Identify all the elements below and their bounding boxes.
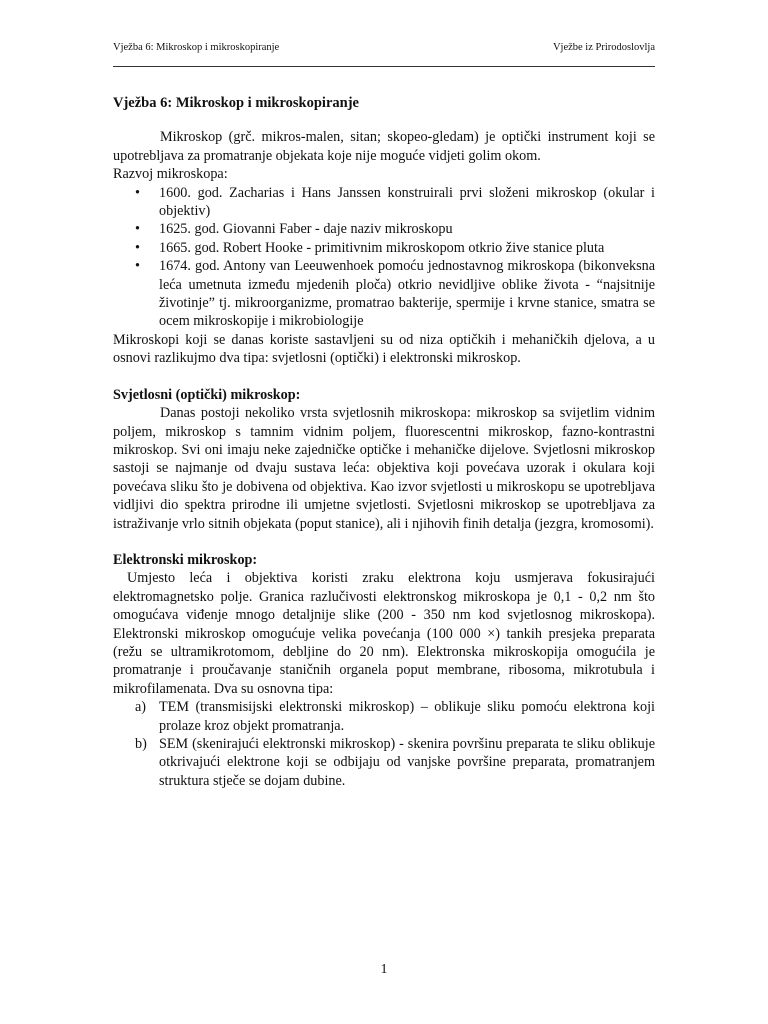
- history-label: Razvoj mikroskopa:: [113, 166, 228, 183]
- list-item: [113, 184, 655, 221]
- section-paragraph: Danas postoji nekoliko vrsta svjetlosnih mikroskopa: mikroskop sa svijetlim vidnim poljem, mikroskop s tamnim vidnim poljem, fluorescentni mikroskop, fazno-kontrastni mikroskop. Svi oni imaju neke zajedničke optičke i mehaničke dijelove. Svjetlosni mikroskop sastoji se najmanje od dvaju sustava leća: objektiva koji povećava uzorak i okulara koji povećava sliku što je dobivena od objektiva. Kao izvor svjetlosti u mikroskopu se upotrebljava vidljivi dio spektra prirodne ili umjetne svjetlosti. Svjetlosni mikroskop se upotrebljava za istraživanje vrlo sitnih objekata (poput stanice), ali i njihovih finih detalja (jezgra, kromosomi).: [113, 405, 655, 532]
- page-header: [113, 42, 655, 58]
- list-marker: b): [135, 736, 147, 752]
- list-item: [113, 220, 655, 238]
- history-item-text: 1600. god. Zacharias i Hans Janssen konstruirali prvi složeni mikroskop (okular i objektiv): [159, 184, 655, 220]
- list-item: [113, 735, 655, 790]
- list-item: [113, 698, 655, 735]
- section-heading: Svjetlosni (optički) mikroskop:: [113, 386, 301, 403]
- bullet-icon: •: [135, 184, 140, 201]
- header-right-text: Vježbe iz Prirodoslovlja: [552, 42, 655, 53]
- section-paragraph: Umjesto leća i objektiva koristi zraku elektrona koju usmjerava fokusirajući elektromagnetsko polje. Granica razlučivosti elektronskog mikroskopa je 0,1 - 0,2 nm što omogućava viđenje mnogo detaljnije slike (200 - 350 nm kod svjetlosnog mikroskopa). Elektronski mikroskop omogućuje velika povećanja (100 000 ×) tankih presjeka preparata (režu se ultramikrotomom, debljine do 20 nm). Elektronska mikroskopija omogućila je promatranje i proučavanje staničnih organela poput membrane, ribosoma, mikrotubula i mikrofilamenata. Dva su osnovna tipa:: [113, 570, 655, 697]
- bullet-icon: •: [135, 258, 140, 275]
- page-title: Vježba 6: Mikroskop i mikroskopiranje: [113, 95, 359, 111]
- bullet-icon: •: [135, 239, 140, 256]
- electron-microscope-section: [113, 551, 655, 790]
- type-text: TEM (transmisijski elektronski mikroskop) – oblikuje sliku pomoću elektrona koji prolaze kroz objekt promatranja.: [159, 699, 655, 734]
- page-number: 1: [380, 962, 388, 977]
- history-item-text: 1625. god. Giovanni Faber - daje naziv mikroskopu: [159, 221, 453, 238]
- list-marker: a): [135, 699, 147, 716]
- header-rule: [113, 66, 655, 67]
- type-text: SEM (skenirajući elektronski mikroskop) - skenira površinu preparata te sliku oblikuje otkrivajući elektrone koji se odbijaju od vanjske površine preparata, promatranjem struktura stječe se dojam dubine.: [159, 736, 655, 789]
- page-content: [113, 94, 655, 790]
- history-item-text: 1665. god. Robert Hooke - primitivnim mikroskopom otkrio žive stanice pluta: [159, 239, 605, 256]
- bullet-icon: •: [135, 221, 140, 238]
- microscope-types-list: [113, 698, 655, 790]
- history-list: [113, 184, 655, 331]
- intro-closing-paragraph: Mikroskopi koji se danas koriste sastavljeni su od niza optičkih i mehaničkih djelova, a u osnovi razlikujmo dva tipa: svjetlosni (optički) i elektronski mikroskop.: [113, 331, 655, 367]
- header-left-text: Vježba 6: Mikroskop i mikroskopiranje: [113, 42, 280, 53]
- history-item-text: 1674. god. Antony van Leeuwenhoek pomoću jednostavnog mikroskopa (bikonveksna leća umetnuta između mjedenih ploča) otkrio nevidljive oblike života - “najsitnije životinje” tj. mikroorganizme, promatrao bakterije, spermije i krvne stanice, smatra se ocem mikroskopije i mikrobiologije: [159, 258, 655, 330]
- intro-paragraph: Mikroskop (grč. mikros-malen, sitan; skopeo-gledam) je optički instrument koji se upotrebljava za promatranje objekata koje nije moguće vidjeti golim okom.: [113, 129, 655, 164]
- list-item: [113, 239, 655, 257]
- list-item: [113, 257, 655, 331]
- light-microscope-section: [113, 386, 655, 533]
- section-heading: Elektronski mikroskop:: [113, 551, 258, 568]
